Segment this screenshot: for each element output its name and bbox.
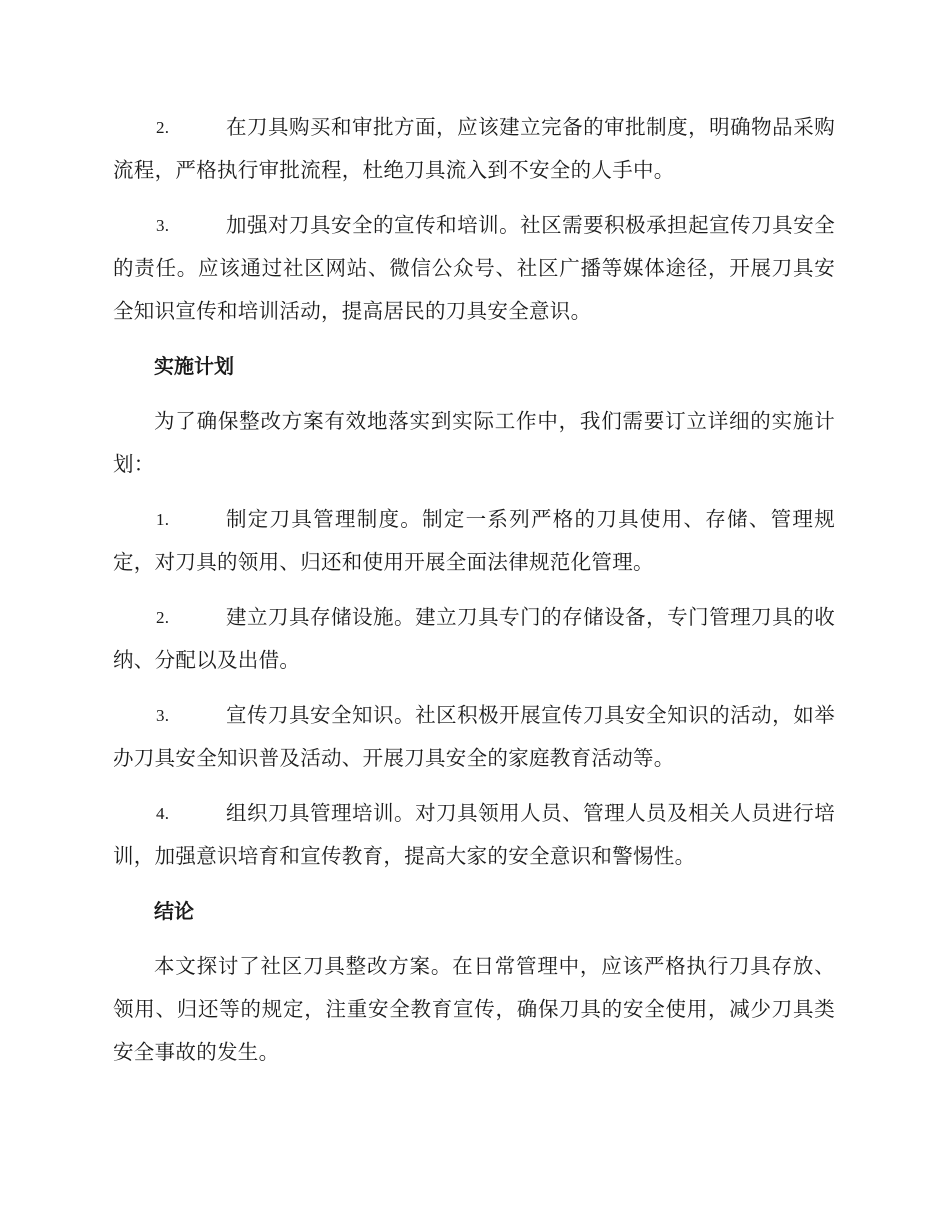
list-number: 2. (156, 608, 170, 627)
plan-intro-paragraph: 为了确保整改方案有效地落实到实际工作中，我们需要订立详细的实施计划： (113, 409, 835, 476)
list-item (113, 106, 835, 192)
list-item-text: 制定刀具管理制度。制定一系列严格的刀具使用、存储、管理规定，对刀具的领用、归还和使用开展全面法律规范化管理。 (113, 507, 835, 574)
list-item-text: 宣传刀具安全知识。社区积极开展宣传刀具安全知识的活动，如举办刀具安全知识普及活动、开展刀具安全的家庭教育活动等。 (113, 703, 835, 770)
section-heading-conclusion: 结论 (154, 899, 194, 923)
list-item (113, 694, 835, 780)
list-item (113, 792, 835, 878)
list-number: 4. (156, 804, 170, 823)
list-item (113, 596, 835, 682)
list-number: 2. (156, 118, 170, 137)
list-item-text: 在刀具购买和审批方面，应该建立完备的审批制度，明确物品采购流程，严格执行审批流程，杜绝刀具流入到不安全的人手中。 (113, 115, 835, 182)
list-item-text: 加强对刀具安全的宣传和培训。社区需要积极承担起宣传刀具安全的责任。应该通过社区网站、微信公众号、社区广播等媒体途径，开展刀具安全知识宣传和培训活动，提高居民的刀具安全意识。 (113, 213, 835, 323)
list-number: 3. (156, 216, 170, 235)
list-item (113, 204, 835, 333)
document-body (113, 106, 835, 1086)
list-item-text: 建立刀具存储设施。建立刀具专门的存储设备，专门管理刀具的收纳、分配以及出借。 (113, 605, 835, 672)
list-item-text: 组织刀具管理培训。对刀具领用人员、管理人员及相关人员进行培训，加强意识培育和宣传教育，提高大家的安全意识和警惕性。 (113, 801, 835, 868)
conclusion-paragraph: 本文探讨了社区刀具整改方案。在日常管理中，应该严格执行刀具存放、领用、归还等的规定，注重安全教育宣传，确保刀具的安全使用，减少刀具类安全事故的发生。 (113, 954, 835, 1064)
list-number: 1. (156, 510, 170, 529)
list-item (113, 498, 835, 584)
list-number: 3. (156, 706, 170, 725)
section-heading-plan: 实施计划 (154, 354, 234, 378)
